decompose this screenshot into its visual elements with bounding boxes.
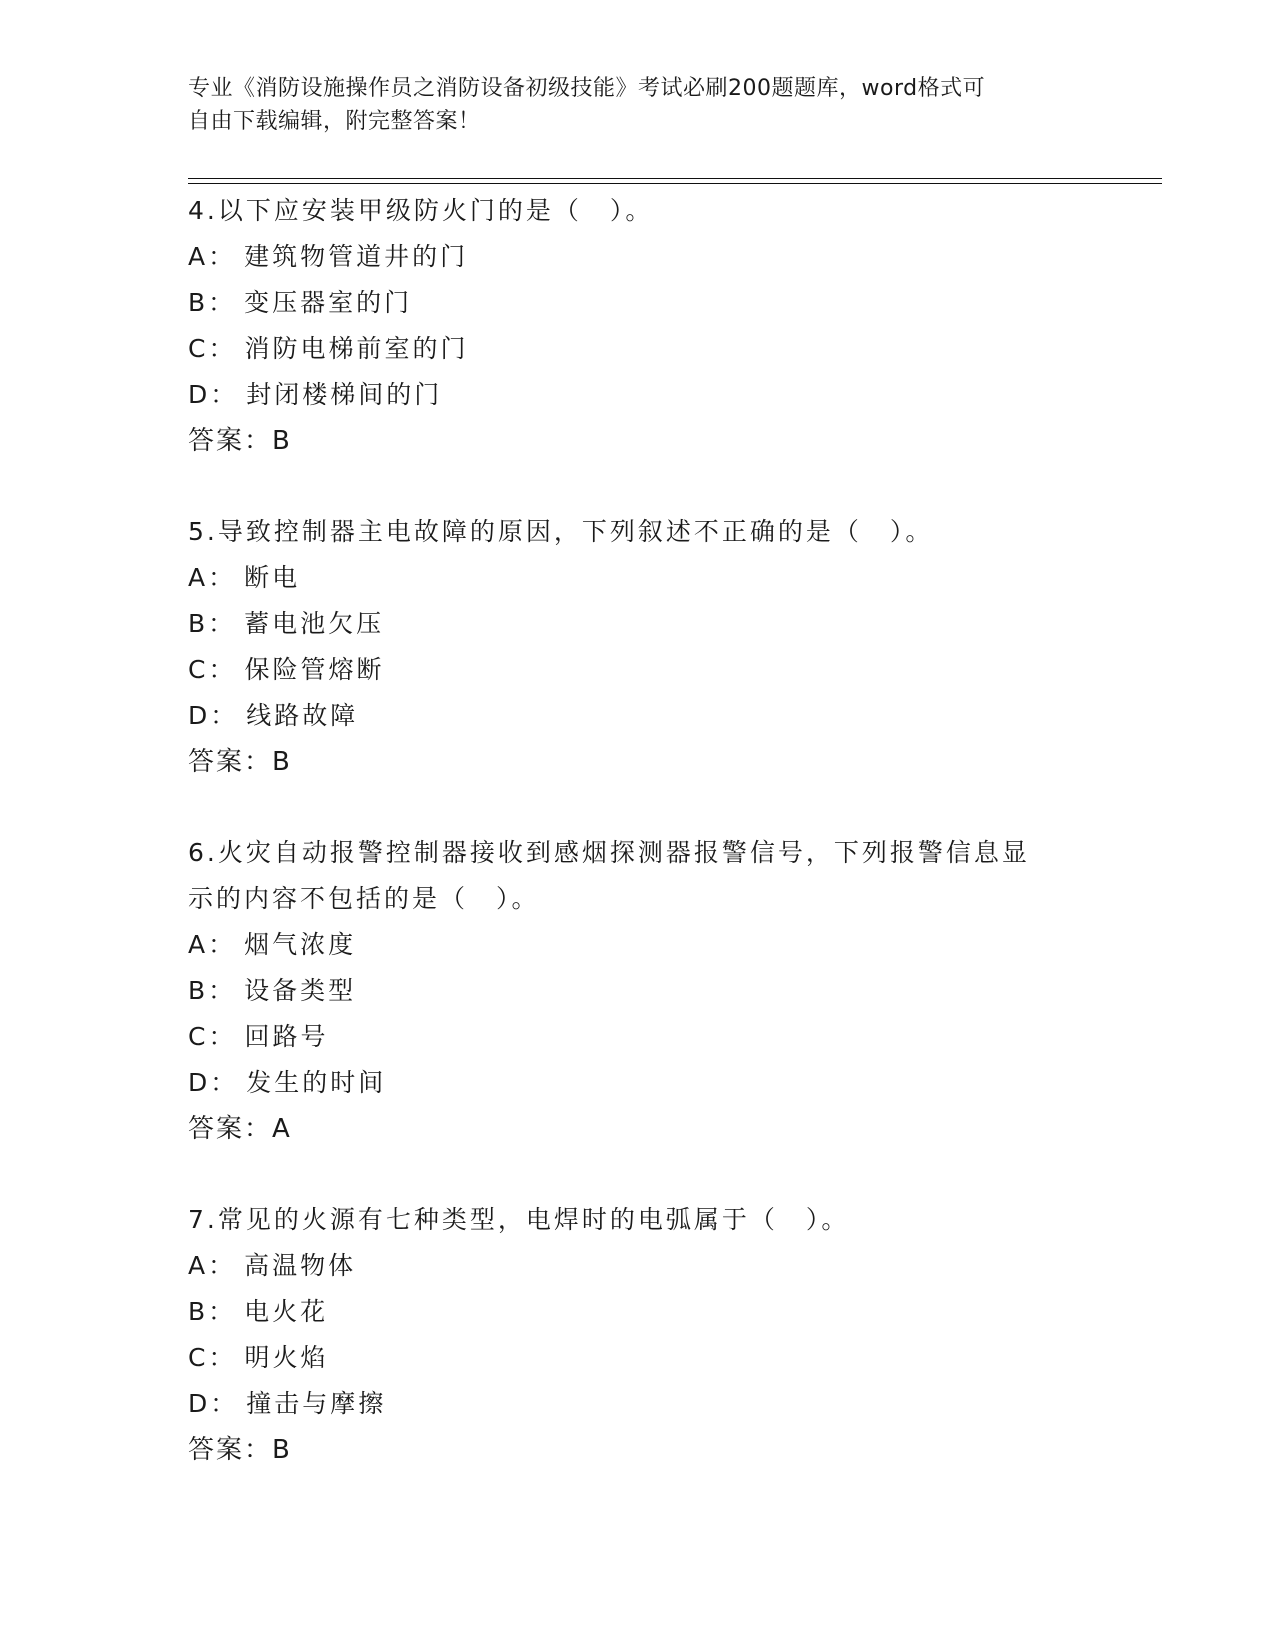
question-stem-line: 7.常见的火源有七种类型，电焊时的电弧属于（ ）。 xyxy=(188,1205,850,1234)
option-d xyxy=(188,1060,1088,1106)
question-stem-line: 示的内容不包括的是（ ）。 xyxy=(188,884,540,913)
option-key: D： xyxy=(188,1389,239,1418)
option-a xyxy=(188,1243,1088,1289)
option-key: A： xyxy=(188,242,237,271)
option-text: 封闭楼梯间的门 xyxy=(246,380,443,409)
option-b xyxy=(188,601,1088,647)
option-b xyxy=(188,280,1088,326)
option-key: D： xyxy=(188,701,239,730)
option-text: 断电 xyxy=(244,563,301,592)
question-5 xyxy=(188,509,1088,785)
header-divider-bottom xyxy=(188,183,1162,184)
option-key: C： xyxy=(188,1022,237,1051)
question-6 xyxy=(188,830,1088,1152)
option-d xyxy=(188,693,1088,739)
option-key: B： xyxy=(188,609,237,638)
question-stem-line: 4.以下应安装甲级防火门的是（ ）。 xyxy=(188,196,654,225)
answer: 答案：B xyxy=(188,747,292,777)
option-b xyxy=(188,968,1088,1014)
option-b xyxy=(188,1289,1088,1335)
question-stem xyxy=(188,188,1088,234)
option-text: 建筑物管道井的门 xyxy=(244,242,469,271)
option-key: C： xyxy=(188,655,237,684)
question-stem xyxy=(188,509,1088,555)
option-key: D： xyxy=(188,1068,239,1097)
question-4 xyxy=(188,188,1088,464)
header-divider-top xyxy=(188,178,1162,179)
option-text: 高温物体 xyxy=(244,1251,357,1280)
option-c xyxy=(188,326,1088,372)
option-key: A： xyxy=(188,1251,237,1280)
option-text: 烟气浓度 xyxy=(244,930,357,959)
question-list xyxy=(188,188,1088,1518)
question-stem xyxy=(188,1197,1088,1243)
option-key: C： xyxy=(188,1343,237,1372)
question-stem-line: 6.火灾自动报警控制器接收到感烟探测器报警信号，下列报警信息显 xyxy=(188,838,1030,867)
answer: 答案：B xyxy=(188,1435,292,1465)
document-header xyxy=(188,72,1068,138)
option-c xyxy=(188,647,1088,693)
question-stem-line: 5.导致控制器主电故障的原因，下列叙述不正确的是（ ）。 xyxy=(188,517,934,546)
option-text: 发生的时间 xyxy=(246,1068,387,1097)
option-a xyxy=(188,234,1088,280)
option-key: D： xyxy=(188,380,239,409)
question-7 xyxy=(188,1197,1088,1473)
option-key: B： xyxy=(188,1297,237,1326)
option-text: 明火焰 xyxy=(244,1343,329,1372)
option-key: C： xyxy=(188,334,237,363)
option-text: 线路故障 xyxy=(246,701,359,730)
header-line-2: 自由下载编辑，附完整答案！ xyxy=(188,109,481,134)
option-text: 撞击与摩擦 xyxy=(246,1389,387,1418)
option-text: 回路号 xyxy=(244,1022,329,1051)
option-key: A： xyxy=(188,563,237,592)
option-text: 蓄电池欠压 xyxy=(244,609,385,638)
option-a xyxy=(188,555,1088,601)
option-c xyxy=(188,1335,1088,1381)
option-text: 消防电梯前室的门 xyxy=(244,334,469,363)
header-line-1: 专业《消防设施操作员之消防设备初级技能》考试必刷200题题库，word格式可 xyxy=(188,76,986,101)
question-stem xyxy=(188,830,1088,922)
option-d xyxy=(188,1381,1088,1427)
option-text: 变压器室的门 xyxy=(244,288,413,317)
option-text: 电火花 xyxy=(244,1297,329,1326)
option-key: B： xyxy=(188,288,237,317)
option-text: 保险管熔断 xyxy=(244,655,385,684)
answer: 答案：B xyxy=(188,426,292,456)
option-c xyxy=(188,1014,1088,1060)
answer: 答案：A xyxy=(188,1114,292,1144)
option-d xyxy=(188,372,1088,418)
option-key: B： xyxy=(188,976,237,1005)
option-text: 设备类型 xyxy=(244,976,357,1005)
option-a xyxy=(188,922,1088,968)
option-key: A： xyxy=(188,930,237,959)
